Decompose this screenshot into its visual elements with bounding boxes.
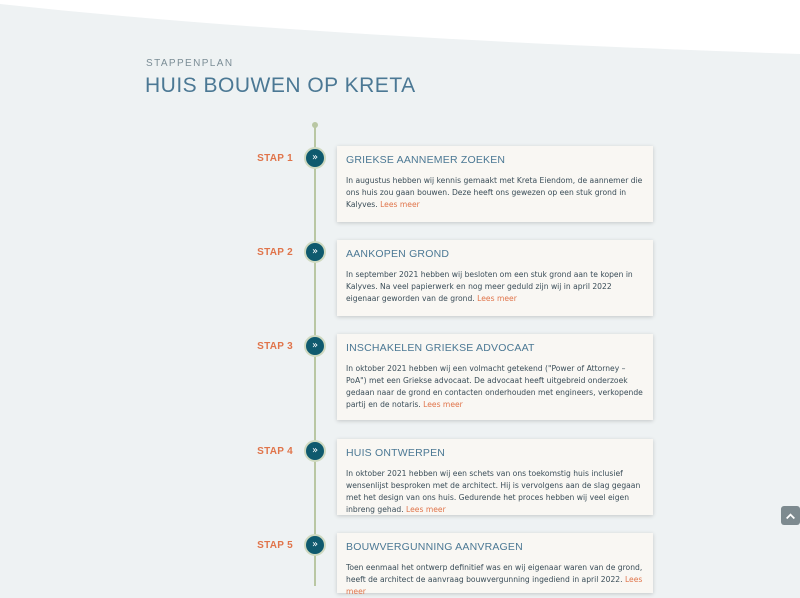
double-chevron-right-icon: » [304,147,326,169]
read-more-link-2[interactable]: Lees meer [477,294,517,303]
step-card-2 [337,240,653,316]
read-more-link-4[interactable]: Lees meer [406,505,446,514]
step-label-3: STAP 3 [257,341,293,352]
step-text-2: In september 2021 hebben wij besloten om een stuk grond aan te kopen in Kalyves. Na veel papierwerk en nog meer geduld zijn wij in april 2022 eigenaar geworden van de grond. Lees meer [346,270,633,303]
double-chevron-right-icon: » [304,335,326,357]
step-card-5 [337,533,653,596]
read-more-link-3[interactable]: Lees meer [423,400,463,409]
step-text-3: In oktober 2021 hebben wij een volmacht getekend ("Power of Attorney – PoA") met een Griekse advocaat. De advocaat heeft uitgebreid onderzoek gedaan naar de grond en contacten onderhouden met engineers, verkopende partij en de notaris. Lees meer [346,364,643,409]
step-title-2: AANKOPEN GROND [346,248,450,260]
step-title-3: INSCHAKELEN GRIEKSE ADVOCAAT [346,342,535,354]
double-chevron-right-icon: » [304,534,326,556]
step-card-3 [337,334,653,420]
step-card-1 [337,146,653,222]
step-label-4: STAP 4 [257,446,293,457]
header-curve [0,0,800,60]
page-title: HUIS BOUWEN OP KRETA [145,74,416,97]
read-more-link-5[interactable]: Lees meer [346,575,643,596]
step-text-4: In oktober 2021 hebben wij een schets van ons toekomstig huis inclusief wensenlijst besproken met de architect. Hij is vervolgens aan de slag gegaan met het design van ons huis. Gedurende het proces hebben wij veel eigen inbreng gehad. Lees meer [346,469,641,514]
step-title-4: HUIS ONTWERPEN [346,447,446,459]
step-text-1: In augustus hebben wij kennis gemaakt met Kreta Eiendom, de aannemer die ons huis zou gaan bouwen. Deze heeft ons gewezen op een stuk grond in Kalyves. Lees meer [346,176,643,209]
step-title-1: GRIEKSE AANNEMER ZOEKEN [346,154,506,166]
step-card-4 [337,439,653,515]
step-label-2: STAP 2 [257,247,293,258]
double-chevron-right-icon: » [304,241,326,263]
scroll-to-top-button[interactable] [781,506,800,525]
step-title-5: BOUWVERGUNNING AANVRAGEN [346,541,523,553]
read-more-link-1[interactable]: Lees meer [380,200,420,209]
double-chevron-right-icon: » [304,440,326,462]
step-text-5: Toen eenmaal het ontwerp definitief was en wij eigenaar waren van de grond, heeft de architect de aanvraag bouwvergunning ingediend in april 2022. Lees meer [346,563,643,596]
chevron-up-icon [785,511,796,522]
section-eyebrow: STAPPENPLAN [146,58,234,69]
step-label-5: STAP 5 [257,540,293,551]
step-label-1: STAP 1 [257,153,293,164]
